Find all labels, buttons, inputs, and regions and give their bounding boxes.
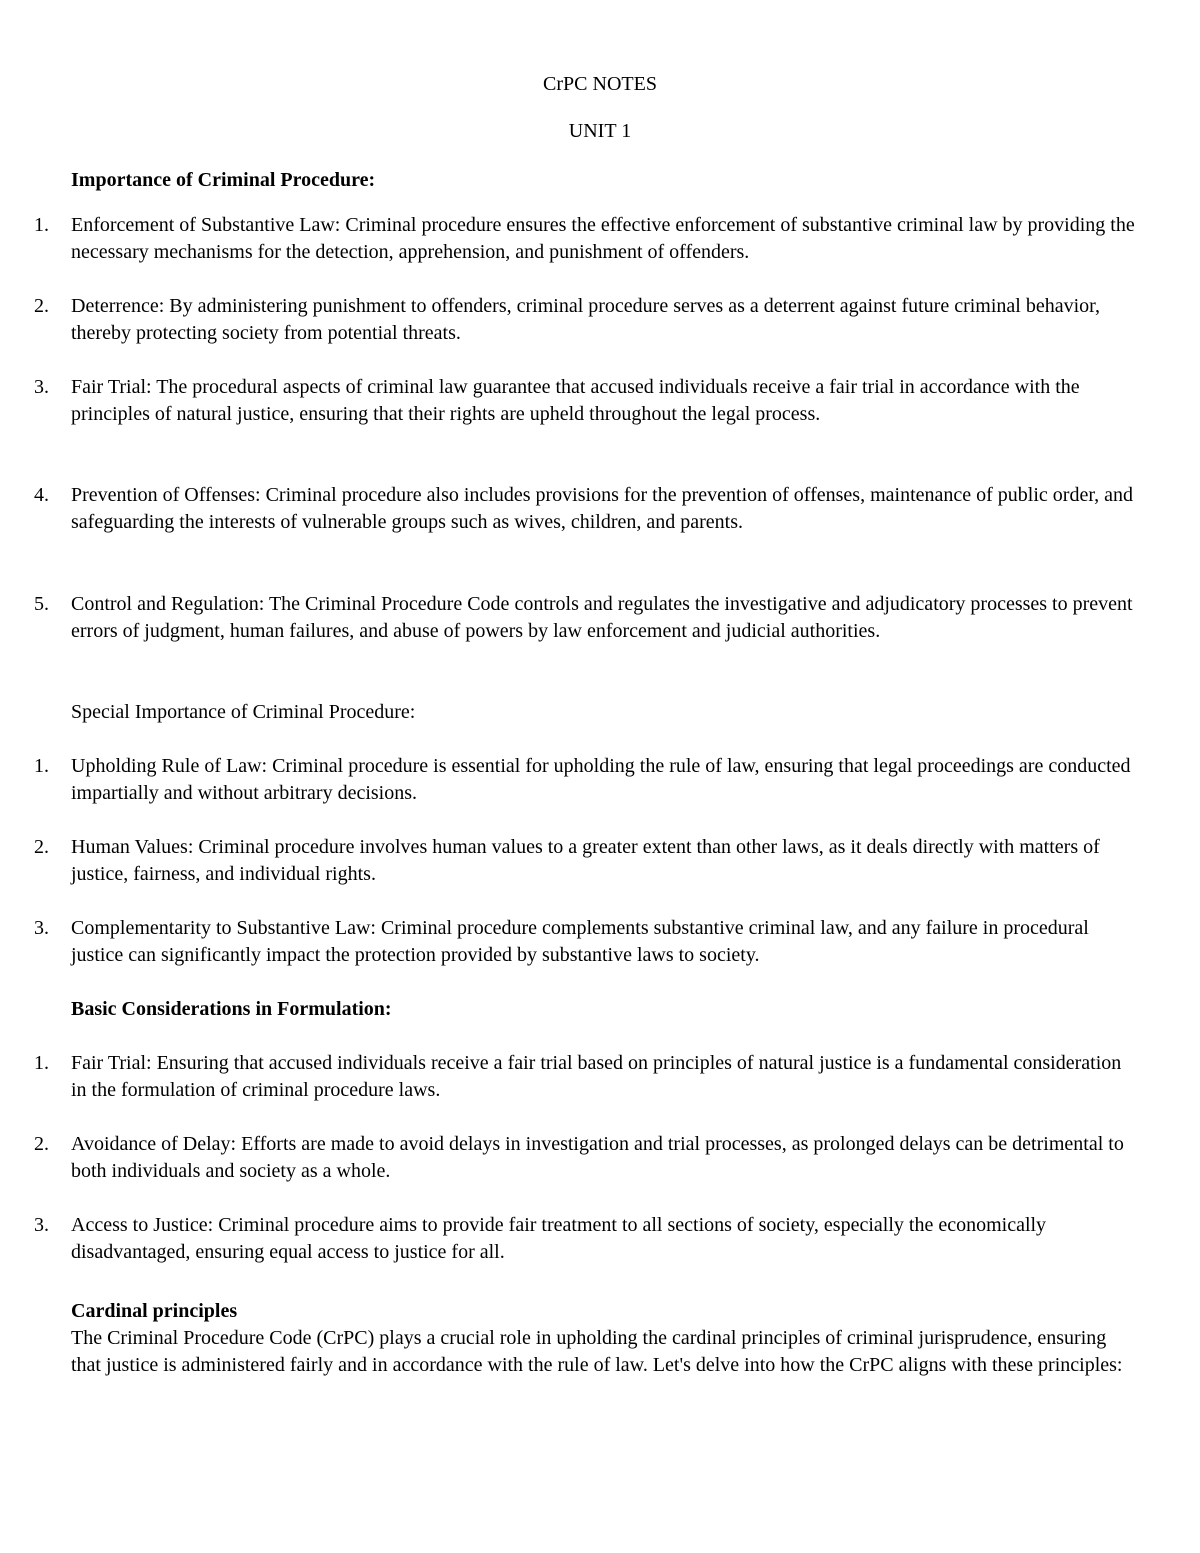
section-heading-importance: Importance of Criminal Procedure: (71, 169, 376, 191)
list-item-text: Upholding Rule of Law: Criminal procedure is essential for upholding the rule of law, ensuring that legal proceedings are conducted impartially and without arbitrary decisions. (71, 755, 1131, 804)
list-number: 5. (34, 593, 49, 615)
cardinal-principles-paragraph: The Criminal Procedure Code (CrPC) plays a crucial role in upholding the cardinal principles of criminal jurisprudence, ensuring that justice is administered fairly and in accordance with the rule of law. Let's delve into how the CrPC aligns with these principles: (71, 1327, 1123, 1376)
list-number: 1. (34, 755, 49, 777)
list-item-text: Avoidance of Delay: Efforts are made to avoid delays in investigation and trial processes, as prolonged delays can be detrimental to both individuals and society as a whole. (71, 1133, 1124, 1182)
list-number: 2. (34, 1133, 49, 1155)
list-number: 4. (34, 484, 49, 506)
list-number: 1. (34, 1052, 49, 1074)
list-number: 3. (34, 917, 49, 939)
list-item-text: Complementarity to Substantive Law: Criminal procedure complements substantive criminal law, and any failure in procedural justice can significantly impact the protection provided by substantive laws to society. (71, 917, 1089, 966)
list-item-text: Enforcement of Substantive Law: Criminal procedure ensures the effective enforcement of substantive criminal law by providing the necessary mechanisms for the detection, apprehension, and punishment of offenders. (71, 214, 1135, 263)
list-number: 2. (34, 836, 49, 858)
list-number: 2. (34, 295, 49, 317)
list-item-text: Control and Regulation: The Criminal Procedure Code controls and regulates the investigative and adjudicatory processes to prevent errors of judgment, human failures, and abuse of powers by law enforcement and judicial authorities. (71, 593, 1133, 642)
list-item-text: Human Values: Criminal procedure involves human values to a greater extent than other laws, as it deals directly with matters of justice, fairness, and individual rights. (71, 836, 1100, 885)
list-number: 1. (34, 214, 49, 236)
list-number: 3. (34, 376, 49, 398)
unit-label: UNIT 1 (568, 120, 632, 142)
document-title: CrPC NOTES (543, 73, 657, 95)
section-heading-basic-considerations: Basic Considerations in Formulation: (71, 998, 392, 1020)
section-heading-cardinal-principles: Cardinal principles (71, 1300, 238, 1322)
section-heading-special-importance: Special Importance of Criminal Procedure: (71, 701, 416, 723)
list-item-text: Prevention of Offenses: Criminal procedure also includes provisions for the prevention of offenses, maintenance of public order, and safeguarding the interests of vulnerable groups such as wives, children, and parents. (71, 484, 1134, 533)
list-number: 3. (34, 1214, 49, 1236)
list-item-text: Fair Trial: The procedural aspects of criminal law guarantee that accused individuals receive a fair trial in accordance with the principles of natural justice, ensuring that their rights are upheld throughout the legal process. (71, 376, 1080, 425)
list-item-text: Deterrence: By administering punishment to offenders, criminal procedure serves as a deterrent against future criminal behavior, thereby protecting society from potential threats. (71, 295, 1101, 344)
list-item-text: Access to Justice: Criminal procedure aims to provide fair treatment to all sections of society, especially the economically disadvantaged, ensuring equal access to justice for all. (71, 1214, 1047, 1263)
list-item-text: Fair Trial: Ensuring that accused individuals receive a fair trial based on principles of natural justice is a fundamental consideration in the formulation of criminal procedure laws. (71, 1052, 1122, 1101)
